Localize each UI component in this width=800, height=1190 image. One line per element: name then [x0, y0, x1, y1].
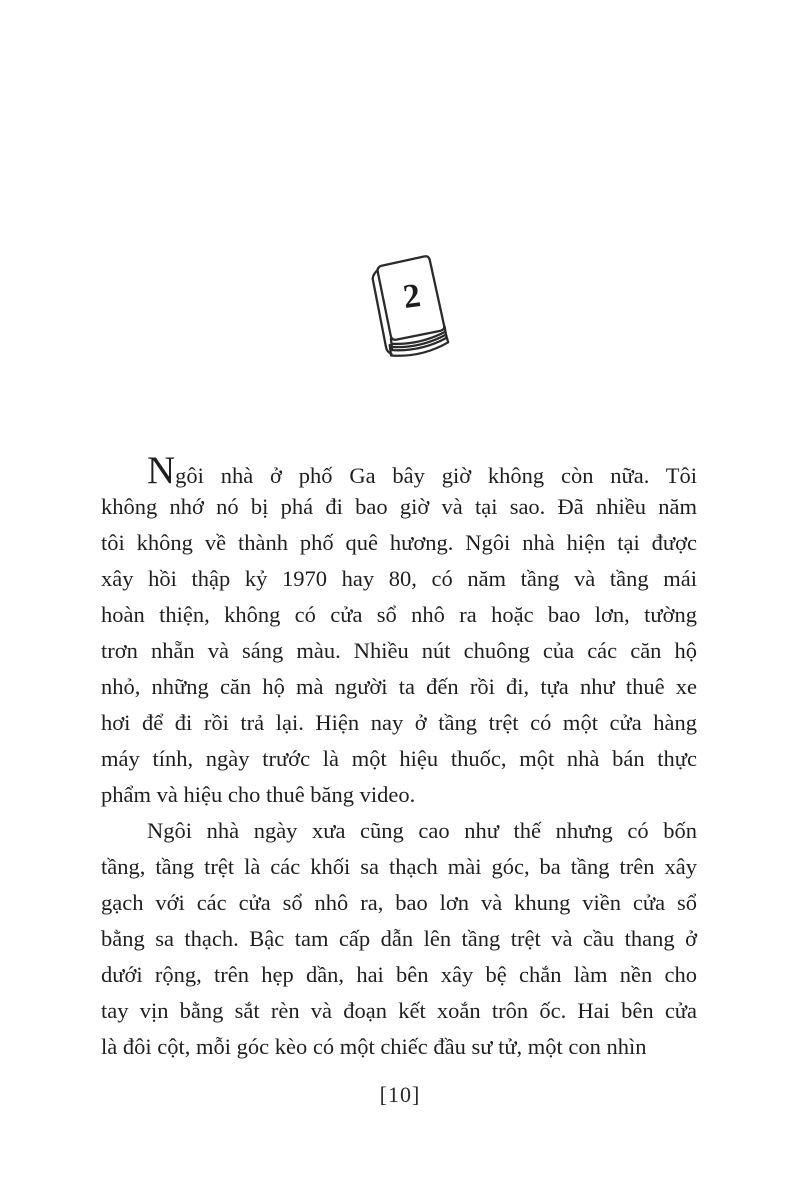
- book-icon: [362, 253, 458, 361]
- text-line: xây hồi thập kỷ 1970 hay 80, có năm tầng và tầng mái: [101, 566, 697, 591]
- text-line: Ngôi nhà ngày xưa cũng cao như thế nhưng có bốn: [147, 818, 697, 843]
- text-line: tay vịn bằng sắt rèn và đoạn kết xoắn trôn ốc. Hai bên cửa: [101, 998, 697, 1023]
- text-block: [101, 449, 697, 1065]
- text-line: bằng sa thạch. Bậc tam cấp dẫn lên tầng trệt và cầu thang ở: [101, 926, 697, 951]
- text-line: không nhớ nó bị phá đi bao giờ và tại sao. Đã nhiều năm: [101, 494, 697, 519]
- text-line: trơn nhẵn và sáng màu. Nhiều nút chuông của các căn hộ: [101, 638, 697, 663]
- text-line: tầng, tầng trệt là các khối sa thạch mài góc, ba tầng trên xây: [101, 854, 697, 879]
- text-line: gạch với các cửa sổ nhô ra, bao lơn và khung viền cửa sổ: [101, 890, 697, 915]
- text-line: dưới rộng, trên hẹp dần, hai bên xây bệ chắn làm nền cho: [101, 962, 697, 987]
- text-line: nhỏ, những căn hộ mà người ta đến rồi đi, tựa như thuê xe: [101, 674, 697, 699]
- text-line: phẩm và hiệu cho thuê băng video.: [101, 782, 416, 807]
- page-number: [10]: [379, 1082, 421, 1107]
- text-line: Ngôi nhà ở phố Ga bây giờ không còn nữa. Tôi: [147, 449, 697, 492]
- text-line: là đôi cột, mỗi góc kèo có một chiếc đầu sư tử, một con nhìn: [101, 1034, 647, 1059]
- text-line: hơi để đi rồi trả lại. Hiện nay ở tầng trệt có một cửa hàng: [101, 710, 697, 735]
- initial-capital: N: [147, 449, 176, 492]
- text-line: tôi không về thành phố quê hương. Ngôi nhà hiện tại được: [101, 530, 697, 555]
- chapter-illustration: [362, 253, 458, 361]
- text-line: máy tính, ngày trước là một hiệu thuốc, một nhà bán thực: [101, 746, 697, 771]
- text-line: hoàn thiện, không có cửa sổ nhô ra hoặc bao lơn, tường: [101, 602, 697, 627]
- chapter-number: 2: [400, 277, 423, 317]
